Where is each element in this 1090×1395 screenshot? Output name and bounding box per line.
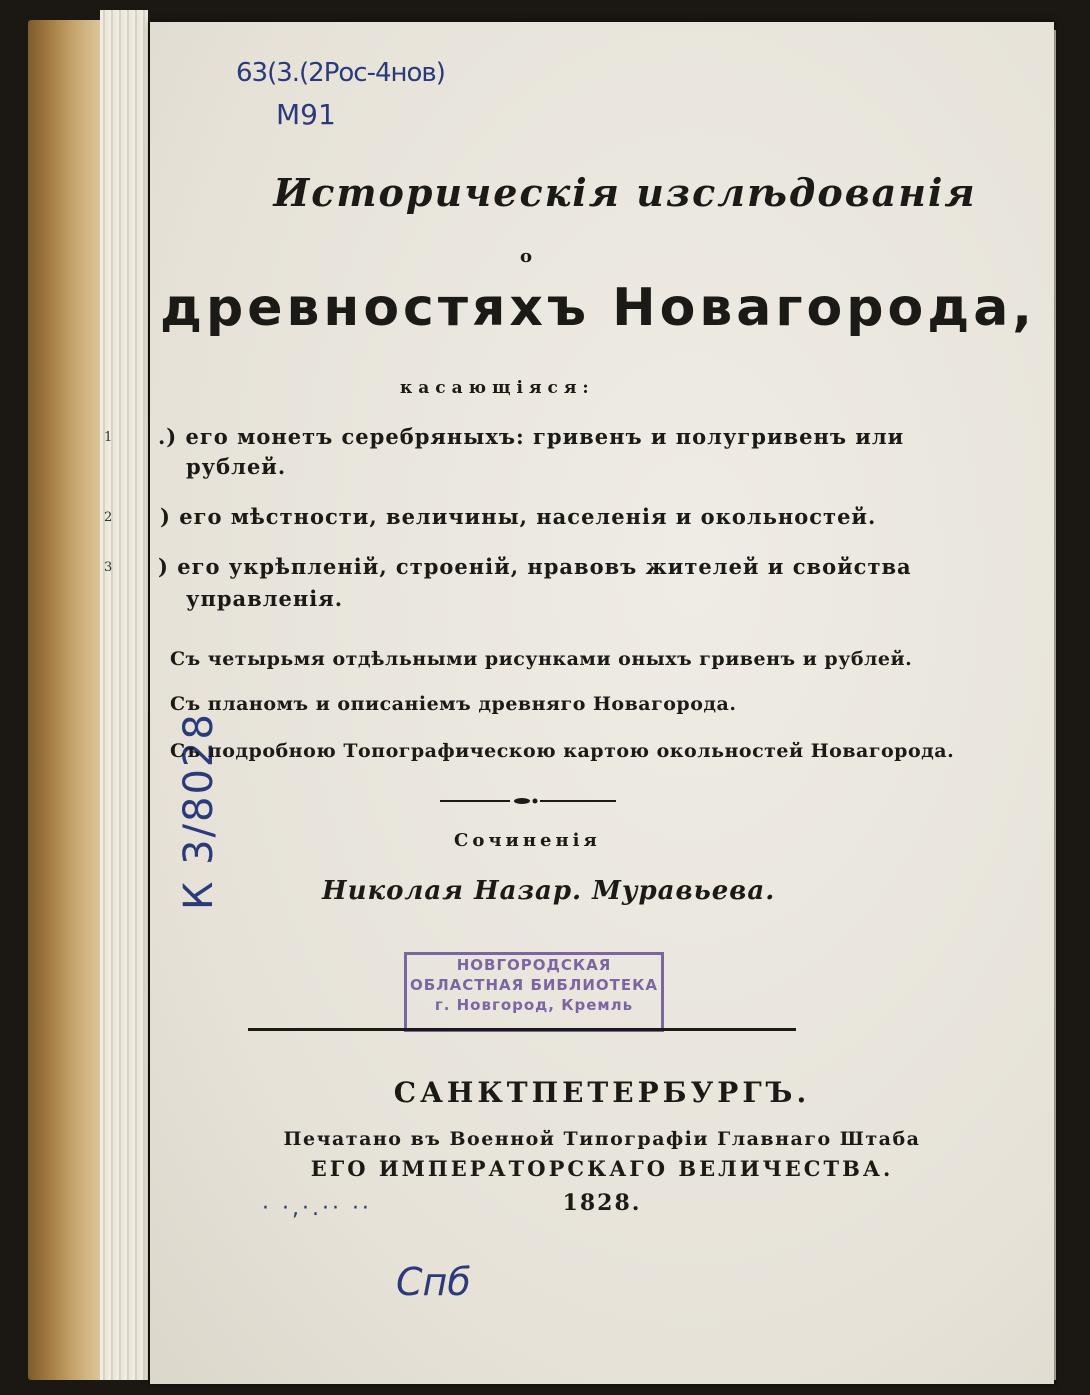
stamp-line-3: г. Новгород, Кремль bbox=[434, 996, 634, 1014]
stamp-line-1: НОВГОРОДСКАЯ bbox=[456, 956, 612, 974]
title-line-2: древностяхъ Новагорода, bbox=[160, 278, 1037, 338]
stamp-line-2: ОБЛАСТНАЯ БИБЛИОТЕКА bbox=[410, 976, 658, 994]
handwritten-dots: · ·,·.·· ·· bbox=[262, 1196, 372, 1221]
imprint-printer: Печатано въ Военной Типографіи Главнаго Штаба bbox=[283, 1128, 921, 1150]
handwritten-code: М91 bbox=[276, 98, 336, 131]
item-number-2: 2 bbox=[104, 510, 113, 525]
item-1-line-b: рублей. bbox=[186, 454, 287, 479]
supplement-1: Съ четырьмя отдѣльными рисунками оныхъ гривенъ и рублей. bbox=[170, 648, 913, 670]
item-2-line-a: ) его мѣстности, величины, населенія и окольностей. bbox=[160, 504, 877, 529]
author-name: Николая Назар. Муравьева. bbox=[322, 876, 776, 906]
item-number-3: 3 bbox=[104, 560, 113, 575]
supplement-2: Съ планомъ и описаніемъ древняго Новагорода. bbox=[170, 693, 737, 715]
item-1-line-a: .) его монетъ серебряныхъ: гривенъ и полугривенъ или bbox=[158, 424, 905, 449]
ornament-divider bbox=[440, 796, 616, 806]
item-number-1: 1 bbox=[104, 430, 113, 445]
library-stamp bbox=[404, 952, 664, 1032]
handwritten-inventory-number: К 3/8028 bbox=[176, 712, 222, 910]
handwritten-place: Спб bbox=[396, 1260, 471, 1304]
imprint-city: САНКТПЕТЕРБУРГЪ. bbox=[393, 1076, 811, 1109]
item-3-line-b: управленія. bbox=[186, 586, 344, 611]
author-label: Сочиненія bbox=[454, 830, 601, 851]
imprint-year: 1828. bbox=[562, 1190, 642, 1216]
supplement-3: Съ подробною Топографическою картою окольностей Новагорода. bbox=[170, 740, 955, 762]
subtitle: касающіяся: bbox=[400, 378, 595, 398]
page-edges bbox=[100, 10, 148, 1380]
item-3-line-a: ) его укрѣпленій, строеній, нравовъ жителей и свойства bbox=[158, 554, 912, 579]
imprint-majesty: ЕГО ИМПЕРАТОРСКАГО ВЕЛИЧЕСТВА. bbox=[310, 1156, 894, 1181]
horizontal-rule bbox=[248, 1028, 796, 1031]
title-line-1: Историческія изслѣдованія bbox=[273, 170, 977, 215]
handwritten-shelfmark: 63(3.(2Рос-4нов) bbox=[236, 58, 445, 88]
title-preposition: о bbox=[520, 246, 533, 267]
